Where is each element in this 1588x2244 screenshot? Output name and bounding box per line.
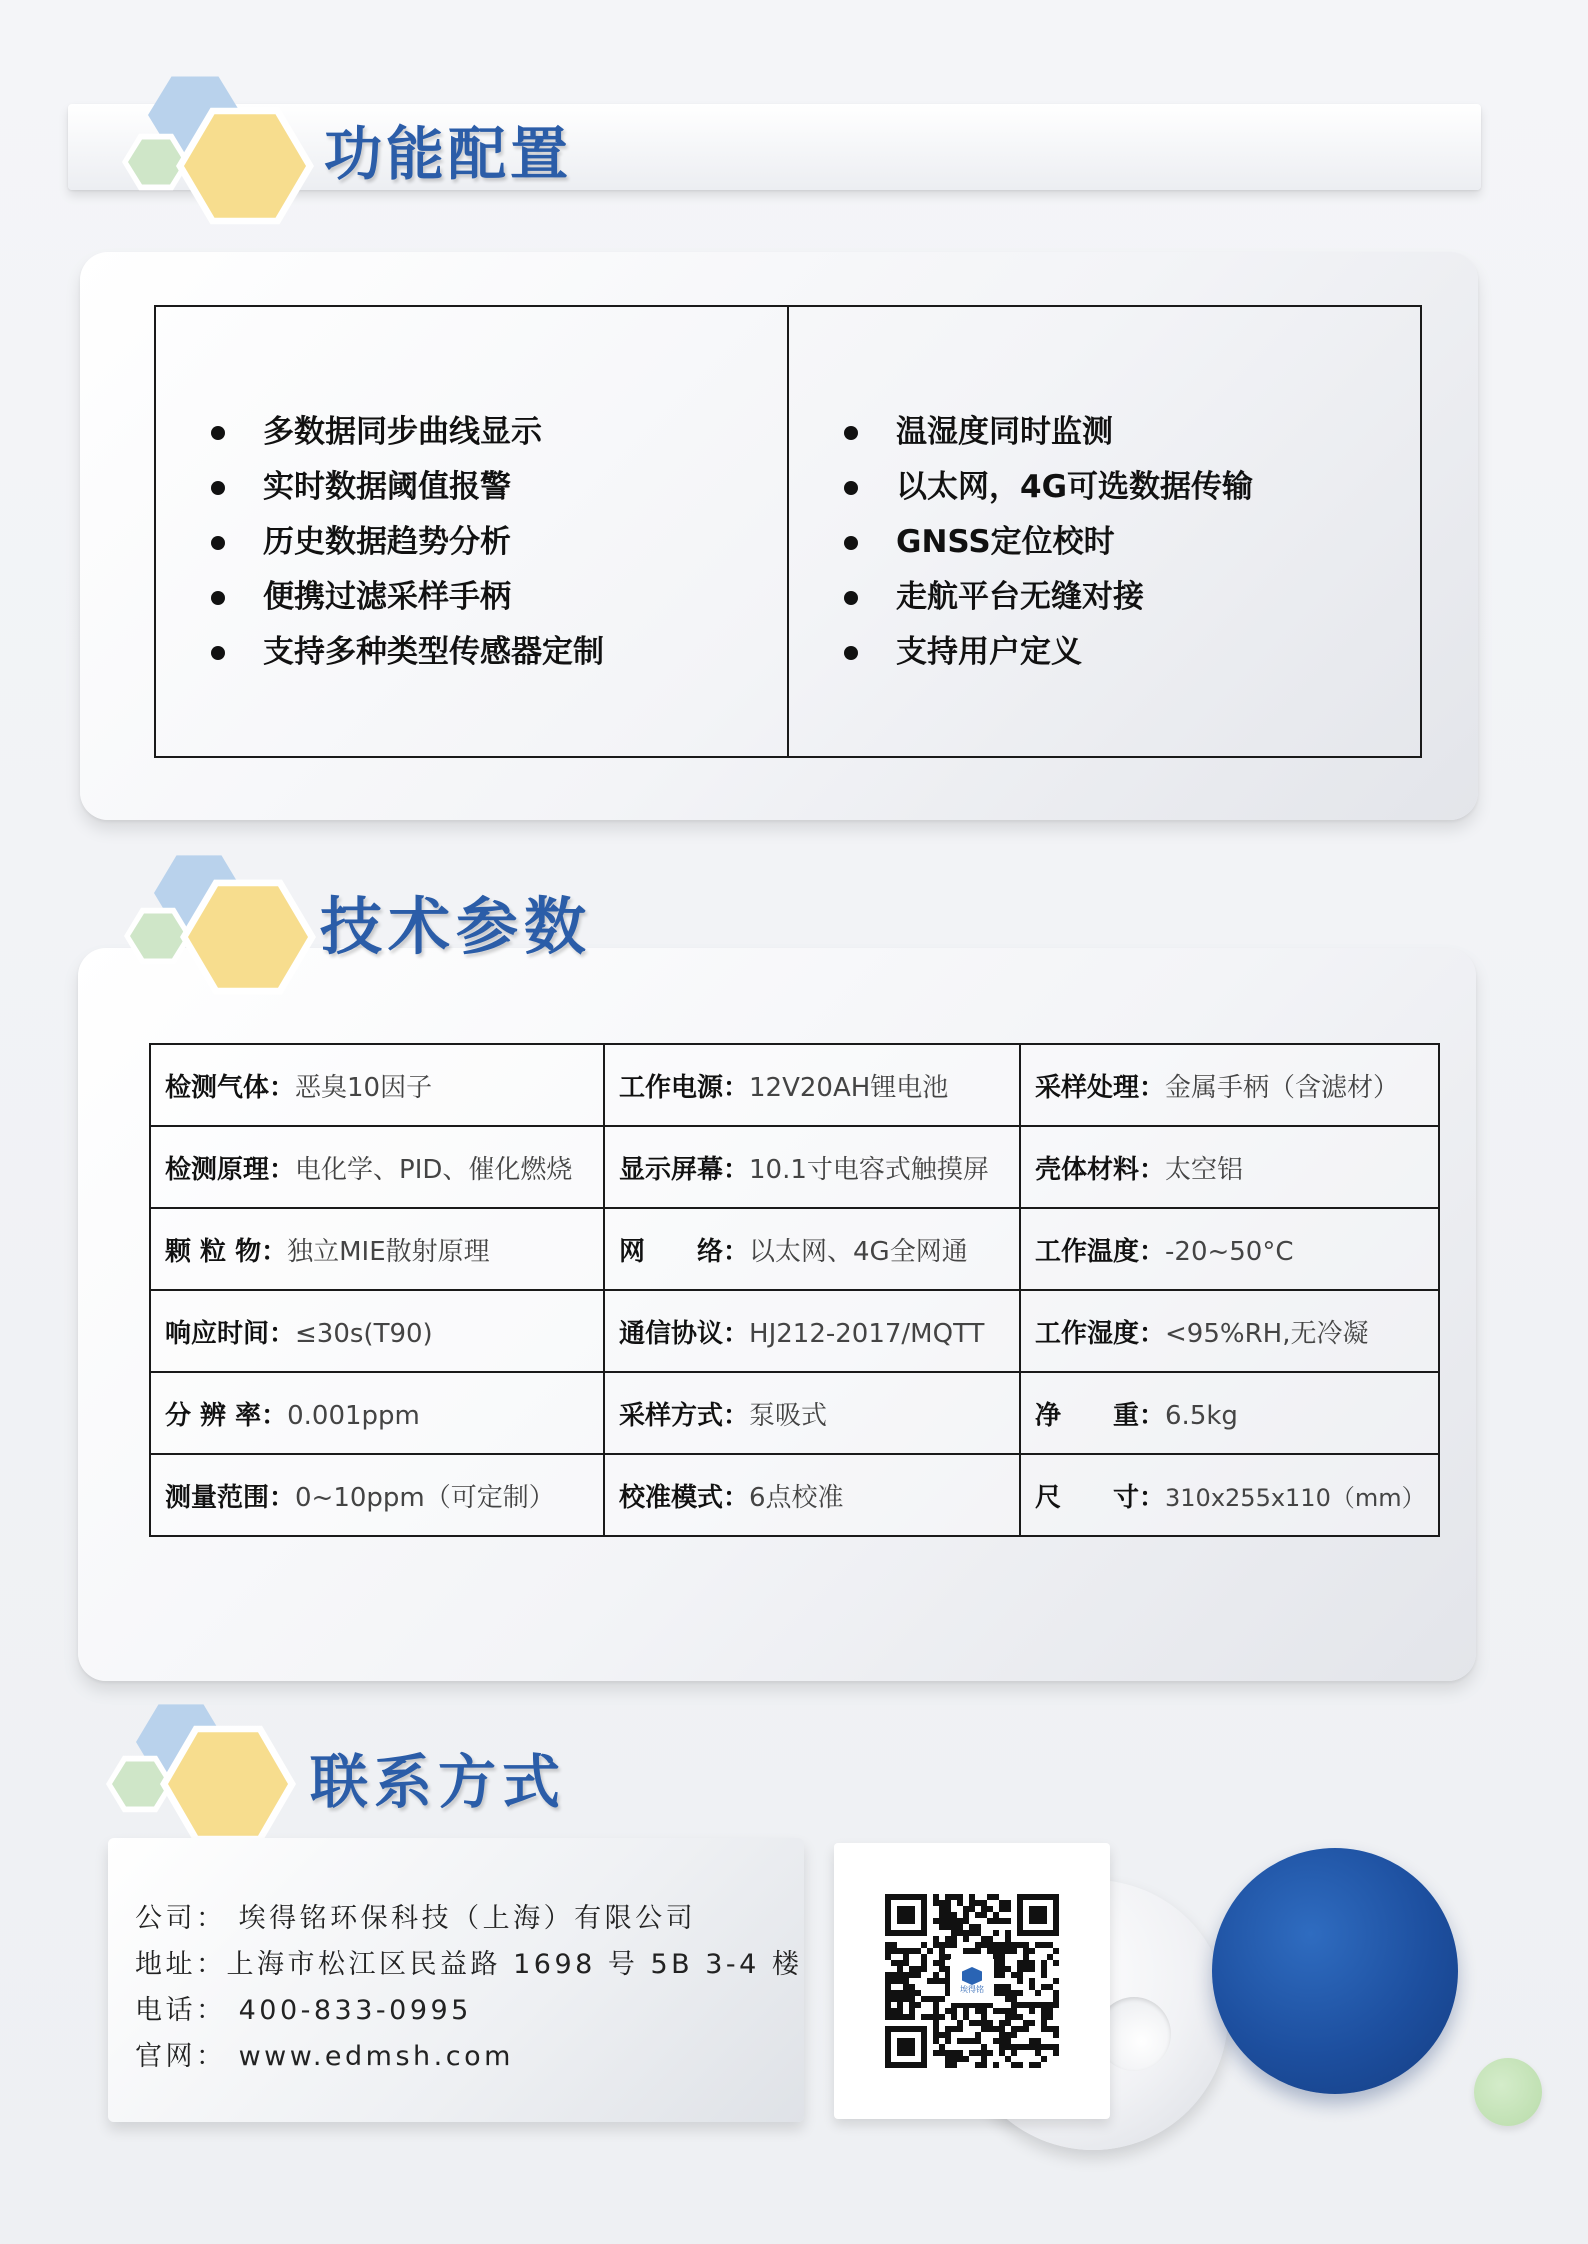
contact-address: 地址：上海市松江区民益路 1698 号 5B 3-4 楼 <box>135 1949 803 1980</box>
spec-cell <box>604 1126 1020 1208</box>
spec-cell <box>1020 1454 1439 1536</box>
spec-label: 采样方式： <box>619 1400 750 1431</box>
spec-cell <box>150 1208 604 1290</box>
spec-label: 显示屏幕： <box>619 1154 750 1185</box>
spec-label: 检测原理： <box>165 1154 296 1185</box>
spec-row <box>150 1208 1439 1290</box>
spec-value: 12V20AH锂电池 <box>749 1072 949 1103</box>
cube-logo-icon <box>962 1967 982 1985</box>
spec-cell <box>1020 1372 1439 1454</box>
spec-cell <box>1020 1290 1439 1372</box>
specs-section-title: 技术参数 <box>320 890 593 963</box>
spec-value: <95%RH,无冷凝 <box>1165 1318 1369 1349</box>
spec-value: 0~10ppm（可定制） <box>295 1482 555 1513</box>
spec-row <box>150 1454 1439 1536</box>
spec-label: 通信协议： <box>619 1318 750 1349</box>
spec-value: 6点校准 <box>749 1482 844 1513</box>
feature-item: 支持用户定义 <box>789 625 1420 680</box>
feature-item: 多数据同步曲线显示 <box>156 405 787 460</box>
spec-label: 测量范围： <box>165 1482 296 1513</box>
feature-item: 实时数据阈值报警 <box>156 460 787 515</box>
green-sphere-decoration <box>1474 2058 1542 2126</box>
spec-cell <box>1020 1208 1439 1290</box>
spec-label: 采样处理： <box>1035 1072 1166 1103</box>
spec-cell <box>604 1372 1020 1454</box>
spec-value: 电化学、PID、催化燃烧 <box>295 1154 573 1185</box>
blue-sphere-decoration <box>1212 1848 1458 2094</box>
spec-value: 310x255x110（mm） <box>1165 1483 1426 1512</box>
spec-label: 分 辨 率： <box>165 1400 288 1431</box>
features-section-title: 功能配置 <box>324 120 573 188</box>
spec-value: 太空铝 <box>1165 1154 1244 1185</box>
features-right-list <box>789 405 1420 680</box>
spec-label: 网 络： <box>619 1236 750 1267</box>
spec-value: HJ212-2017/MQTT <box>749 1318 985 1349</box>
contact-section-title: 联系方式 <box>310 1748 567 1816</box>
spec-value: 10.1寸电容式触摸屏 <box>749 1154 989 1185</box>
spec-cell <box>1020 1044 1439 1126</box>
specs-table <box>149 1043 1440 1537</box>
spec-value: 金属手柄（含滤材） <box>1165 1072 1400 1103</box>
qr-center-logo <box>950 1959 994 2003</box>
contact-website: 官网： www.edmsh.com <box>135 2041 514 2072</box>
spec-value: -20~50°C <box>1165 1236 1294 1267</box>
spec-label: 净 重： <box>1035 1400 1166 1431</box>
spec-row <box>150 1372 1439 1454</box>
qr-code-card <box>834 1843 1110 2119</box>
spec-cell <box>1020 1126 1439 1208</box>
spec-cell <box>604 1044 1020 1126</box>
spec-label: 工作湿度： <box>1035 1318 1166 1349</box>
spec-cell <box>150 1044 604 1126</box>
features-right-column <box>787 307 1420 756</box>
feature-item: 以太网，4G可选数据传输 <box>789 460 1420 515</box>
spec-label: 尺 寸： <box>1035 1482 1166 1513</box>
spec-row <box>150 1044 1439 1126</box>
feature-item: 便携过滤采样手柄 <box>156 570 787 625</box>
contact-company: 公司： 埃得铭环保科技（上海）有限公司 <box>135 1903 697 1934</box>
qr-logo-text: 埃得铭 <box>960 1985 984 1994</box>
spec-value: 泵吸式 <box>749 1400 828 1431</box>
spec-cell <box>604 1208 1020 1290</box>
spec-cell <box>150 1372 604 1454</box>
feature-item: GNSS定位校时 <box>789 515 1420 570</box>
features-table <box>154 305 1422 758</box>
spec-label: 响应时间： <box>165 1318 296 1349</box>
spec-cell <box>150 1126 604 1208</box>
spec-row <box>150 1290 1439 1372</box>
spec-cell <box>150 1454 604 1536</box>
spec-value: 独立MIE散射原理 <box>287 1236 490 1267</box>
spec-label: 颗 粒 物： <box>165 1236 288 1267</box>
spec-label: 校准模式： <box>619 1482 750 1513</box>
spec-label: 工作电源： <box>619 1072 750 1103</box>
features-left-column <box>156 307 787 756</box>
spec-row <box>150 1126 1439 1208</box>
spec-value: 0.001ppm <box>287 1400 420 1431</box>
spec-label: 检测气体： <box>165 1072 296 1103</box>
feature-item: 温湿度同时监测 <box>789 405 1420 460</box>
feature-item: 支持多种类型传感器定制 <box>156 625 787 680</box>
spec-value: 6.5kg <box>1165 1400 1238 1431</box>
spec-value: ≤30s(T90) <box>295 1318 433 1349</box>
feature-item: 历史数据趋势分析 <box>156 515 787 570</box>
feature-item: 走航平台无缝对接 <box>789 570 1420 625</box>
spec-value: 恶臭10因子 <box>295 1072 433 1103</box>
spec-value: 以太网、4G全网通 <box>749 1236 968 1267</box>
spec-cell <box>604 1454 1020 1536</box>
spec-label: 壳体材料： <box>1035 1154 1166 1185</box>
spec-label: 工作温度： <box>1035 1236 1166 1267</box>
contact-phone: 电话： 400-833-0995 <box>135 1995 472 2026</box>
spec-cell <box>604 1290 1020 1372</box>
features-left-list <box>156 405 787 680</box>
spec-cell <box>150 1290 604 1372</box>
